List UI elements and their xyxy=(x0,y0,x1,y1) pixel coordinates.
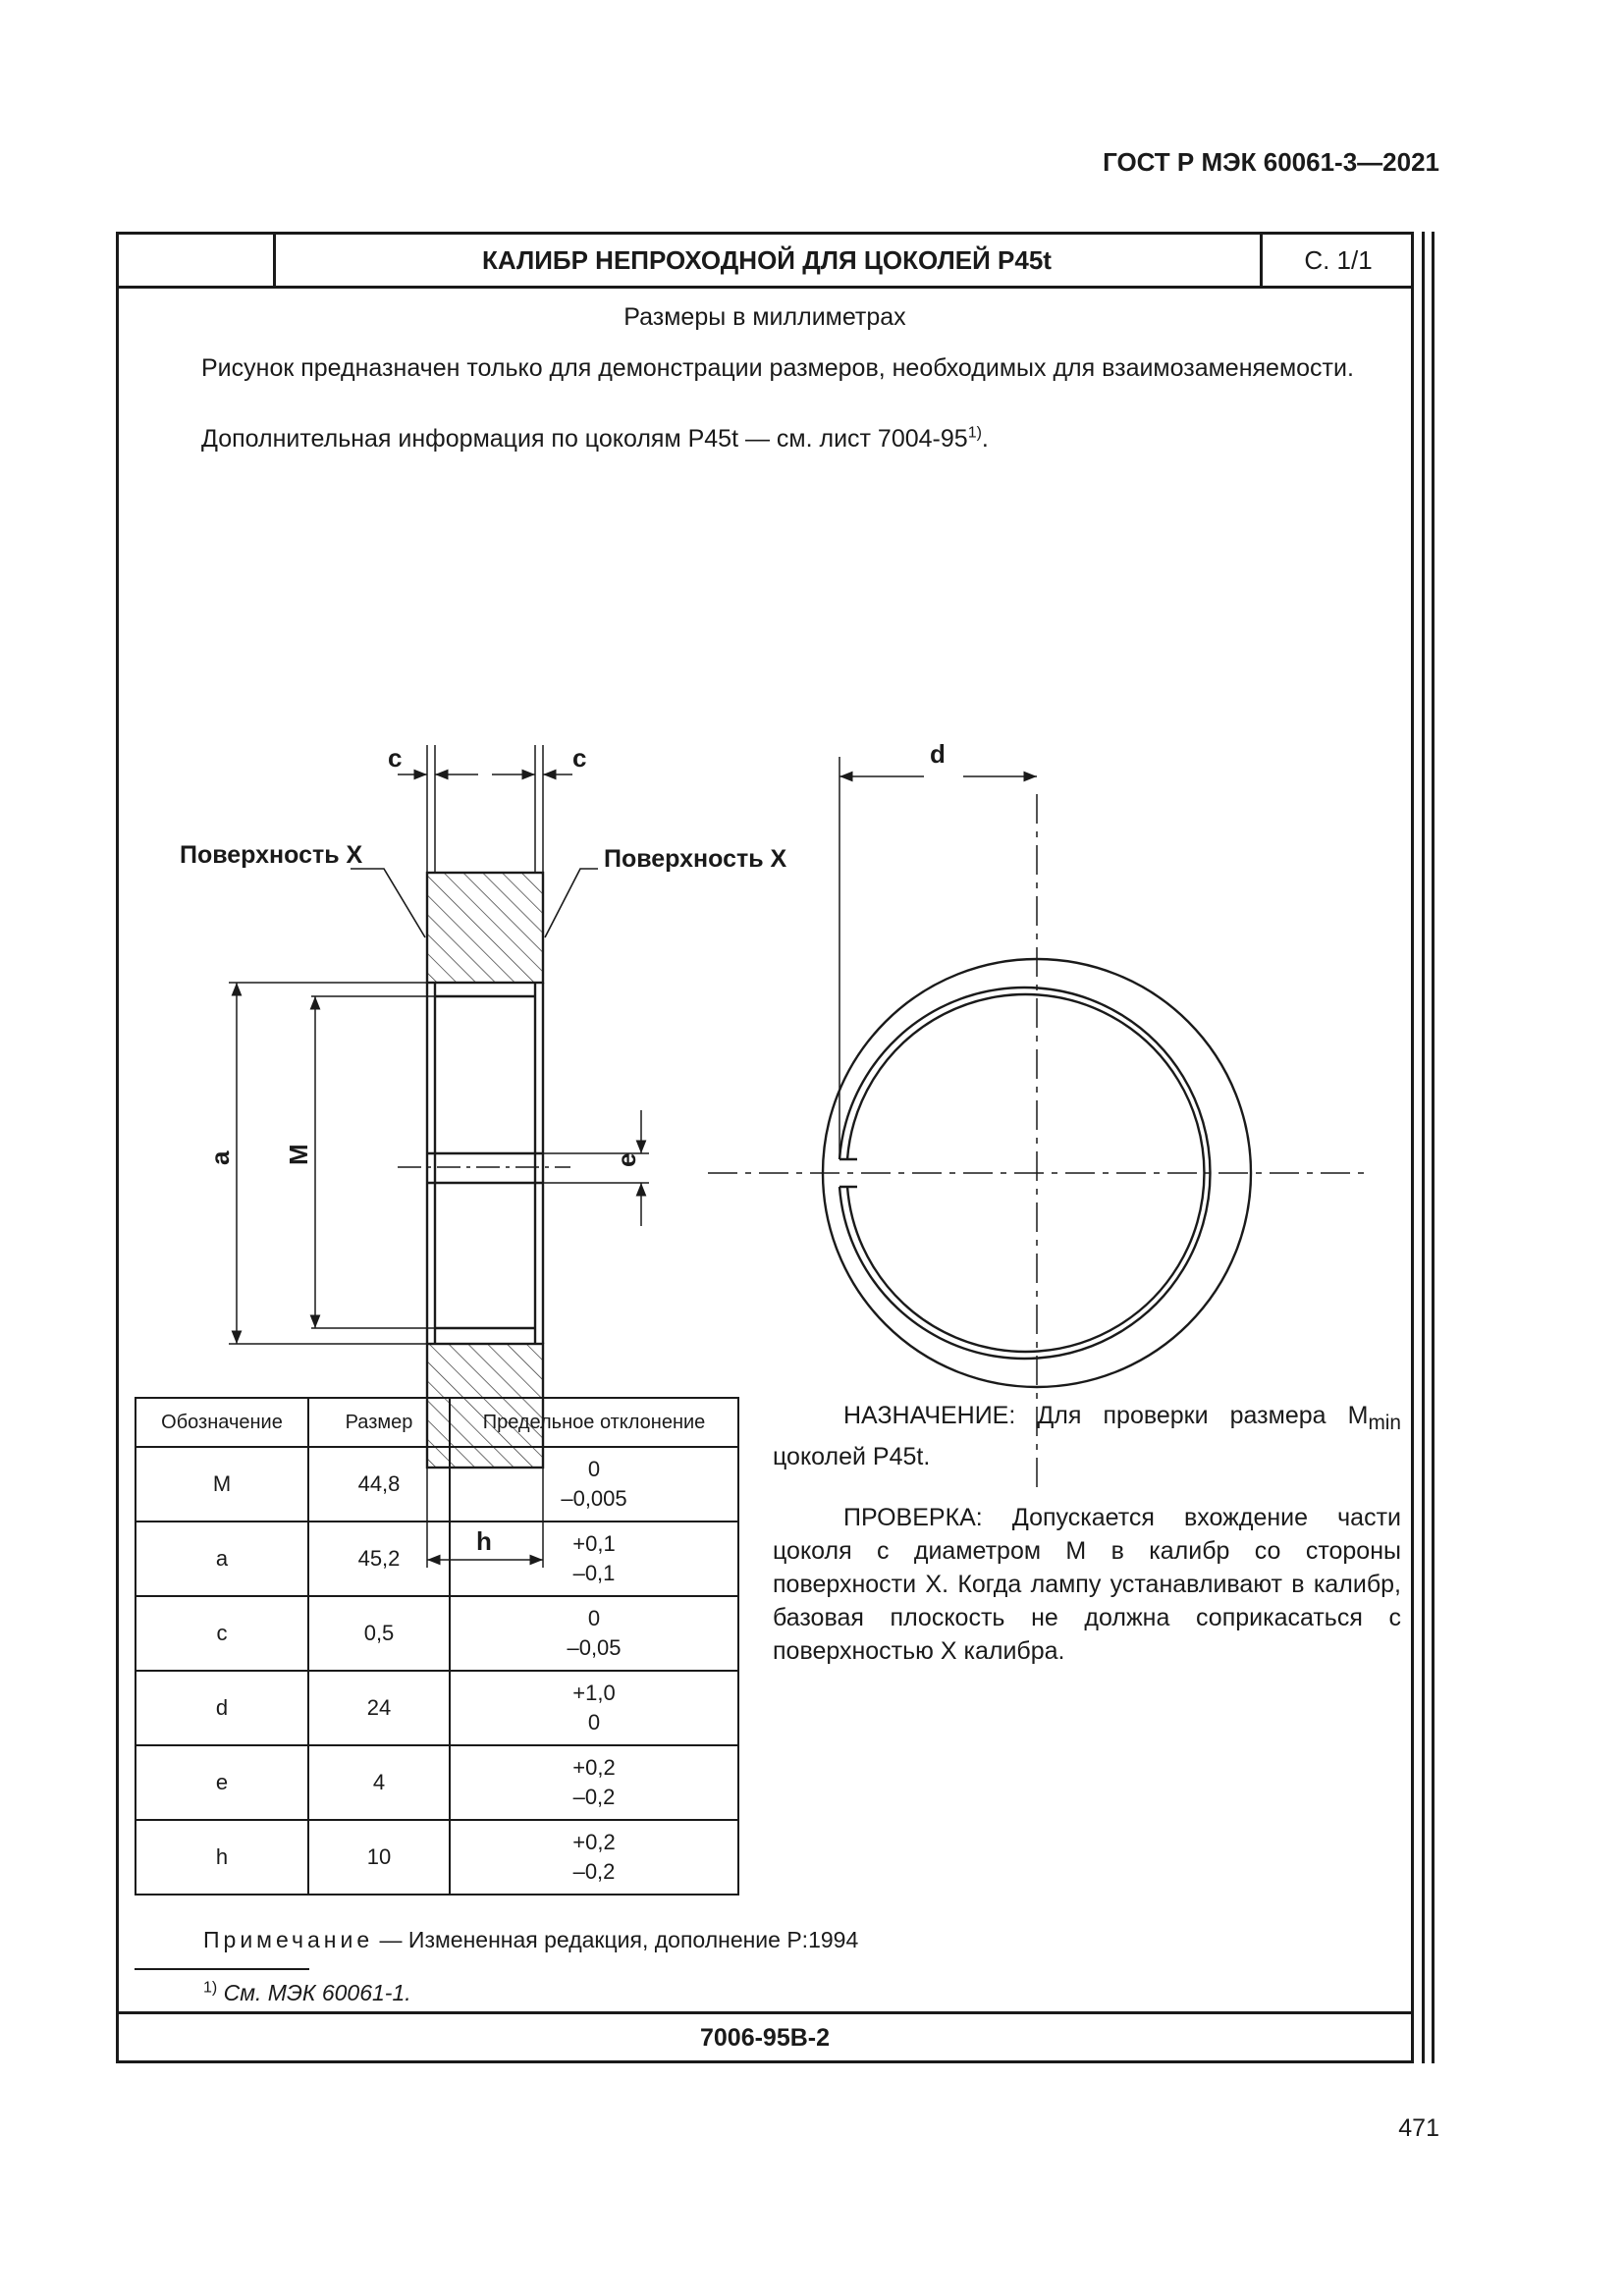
tolerance-cell xyxy=(450,1820,738,1895)
front-view xyxy=(708,757,1369,1491)
size-cell: 45,2 xyxy=(308,1522,450,1596)
tolerance-cell xyxy=(450,1596,738,1671)
dim-h-label: h xyxy=(476,1526,492,1556)
table-header-row xyxy=(135,1398,738,1447)
reference-paragraph xyxy=(135,421,1403,456)
purpose-end: цоколей P45t. xyxy=(773,1443,931,1470)
units-note: Размеры в миллиметрах xyxy=(623,303,906,331)
tolerance-cell xyxy=(450,1447,738,1522)
tolerance-upper: +0,2 xyxy=(572,1755,616,1780)
column-header: Предельное отклонение xyxy=(450,1398,738,1447)
size-cell: 4 xyxy=(308,1745,450,1820)
tolerance-lower: –0,05 xyxy=(567,1635,622,1660)
dim-M-label: M xyxy=(284,1144,313,1165)
tolerance-cell xyxy=(450,1671,738,1745)
tolerance-upper: +0,1 xyxy=(572,1531,616,1556)
footnote-mark: 1) xyxy=(203,1979,218,1997)
sheet-header xyxy=(119,235,1411,289)
check-paragraph: ПРОВЕРКА: Допускается вхождение части цоколя с диаметром M в калибр со стороны поверхности X. Когда лампу устанавливают в калибр, базовая плоскость не должна соприкасаться с поверхностью X калибра. xyxy=(773,1504,1401,1665)
purpose-paragraph xyxy=(773,1399,1401,1473)
surface-x-right-label: Поверхность X xyxy=(604,845,787,873)
dimensions-table xyxy=(135,1397,739,1896)
tolerance-lower: 0 xyxy=(587,1710,601,1735)
header-blank-cell xyxy=(119,235,276,286)
purpose-text: НАЗНАЧЕНИЕ: Для проверки размера M xyxy=(843,1402,1369,1429)
note xyxy=(203,1927,858,1953)
tolerance-upper: +1,0 xyxy=(572,1681,616,1705)
tolerance-upper: 0 xyxy=(587,1457,601,1481)
symbol-cell: h xyxy=(135,1820,308,1895)
sheet-footer xyxy=(119,2011,1411,2063)
table-row xyxy=(135,1745,738,1820)
symbol-cell: a xyxy=(135,1522,308,1596)
dim-a-label: a xyxy=(205,1150,235,1165)
tolerance-cell xyxy=(450,1522,738,1596)
column-header: Размер xyxy=(308,1398,450,1447)
symbol-cell: M xyxy=(135,1447,308,1522)
dim-e-label: e xyxy=(612,1152,641,1167)
size-cell: 10 xyxy=(308,1820,450,1895)
purpose-subscript: min xyxy=(1368,1412,1401,1434)
frame-double-line xyxy=(1432,232,1435,2063)
sheet-page: С. 1/1 xyxy=(1260,235,1414,286)
table-row xyxy=(135,1820,738,1895)
reference-text: Дополнительная информация по цоколям P45t — см. лист 7004-95 xyxy=(201,425,968,453)
reference-end: . xyxy=(981,425,989,453)
page-number: 471 xyxy=(1398,2114,1439,2142)
standard-code: ГОСТ Р МЭК 60061-3—2021 xyxy=(1103,147,1439,177)
sheet-title: КАЛИБР НЕПРОХОДНОЙ ДЛЯ ЦОКОЛЕЙ P45t xyxy=(482,245,1052,275)
footnote-text: См. МЭК 60061-1. xyxy=(223,1980,411,2005)
table-row xyxy=(135,1671,738,1745)
symbol-cell: e xyxy=(135,1745,308,1820)
dim-c-left-label: c xyxy=(388,743,403,773)
sheet-frame xyxy=(116,232,1414,2063)
tolerance-lower: –0,2 xyxy=(572,1785,616,1809)
intro-paragraph: Рисунок предназначен только для демонстрации размеров, необходимых для взаимозаменяемости. xyxy=(201,354,1354,382)
footnote xyxy=(203,1980,411,2006)
tolerance-upper: 0 xyxy=(587,1606,601,1630)
symbol-cell: c xyxy=(135,1596,308,1671)
frame-double-line xyxy=(1422,232,1425,2063)
tolerance-cell xyxy=(450,1745,738,1820)
table-row xyxy=(135,1447,738,1522)
table-row xyxy=(135,1596,738,1671)
tolerance-upper: +0,2 xyxy=(572,1830,616,1854)
footnote-mark: 1) xyxy=(967,424,982,442)
tolerance-lower: –0,005 xyxy=(561,1486,627,1511)
size-cell: 24 xyxy=(308,1671,450,1745)
dim-c-right-label: c xyxy=(572,743,587,773)
tolerance-lower: –0,2 xyxy=(572,1859,616,1884)
symbol-cell: d xyxy=(135,1671,308,1745)
note-text: — Измененная редакция, дополнение P:1994 xyxy=(373,1927,859,1952)
dim-d-label: d xyxy=(930,739,946,769)
tolerance-lower: –0,1 xyxy=(572,1561,616,1585)
purpose-block xyxy=(773,1399,1401,1668)
footnote-rule xyxy=(135,1968,309,1970)
size-cell: 44,8 xyxy=(308,1447,450,1522)
sheet-id: 7006-95B-2 xyxy=(699,2024,831,2052)
table-row xyxy=(135,1522,738,1596)
note-label: Примечание xyxy=(203,1927,374,1952)
surface-x-left-label: Поверхность X xyxy=(180,841,363,869)
column-header: Обозначение xyxy=(135,1398,308,1447)
size-cell: 0,5 xyxy=(308,1596,450,1671)
